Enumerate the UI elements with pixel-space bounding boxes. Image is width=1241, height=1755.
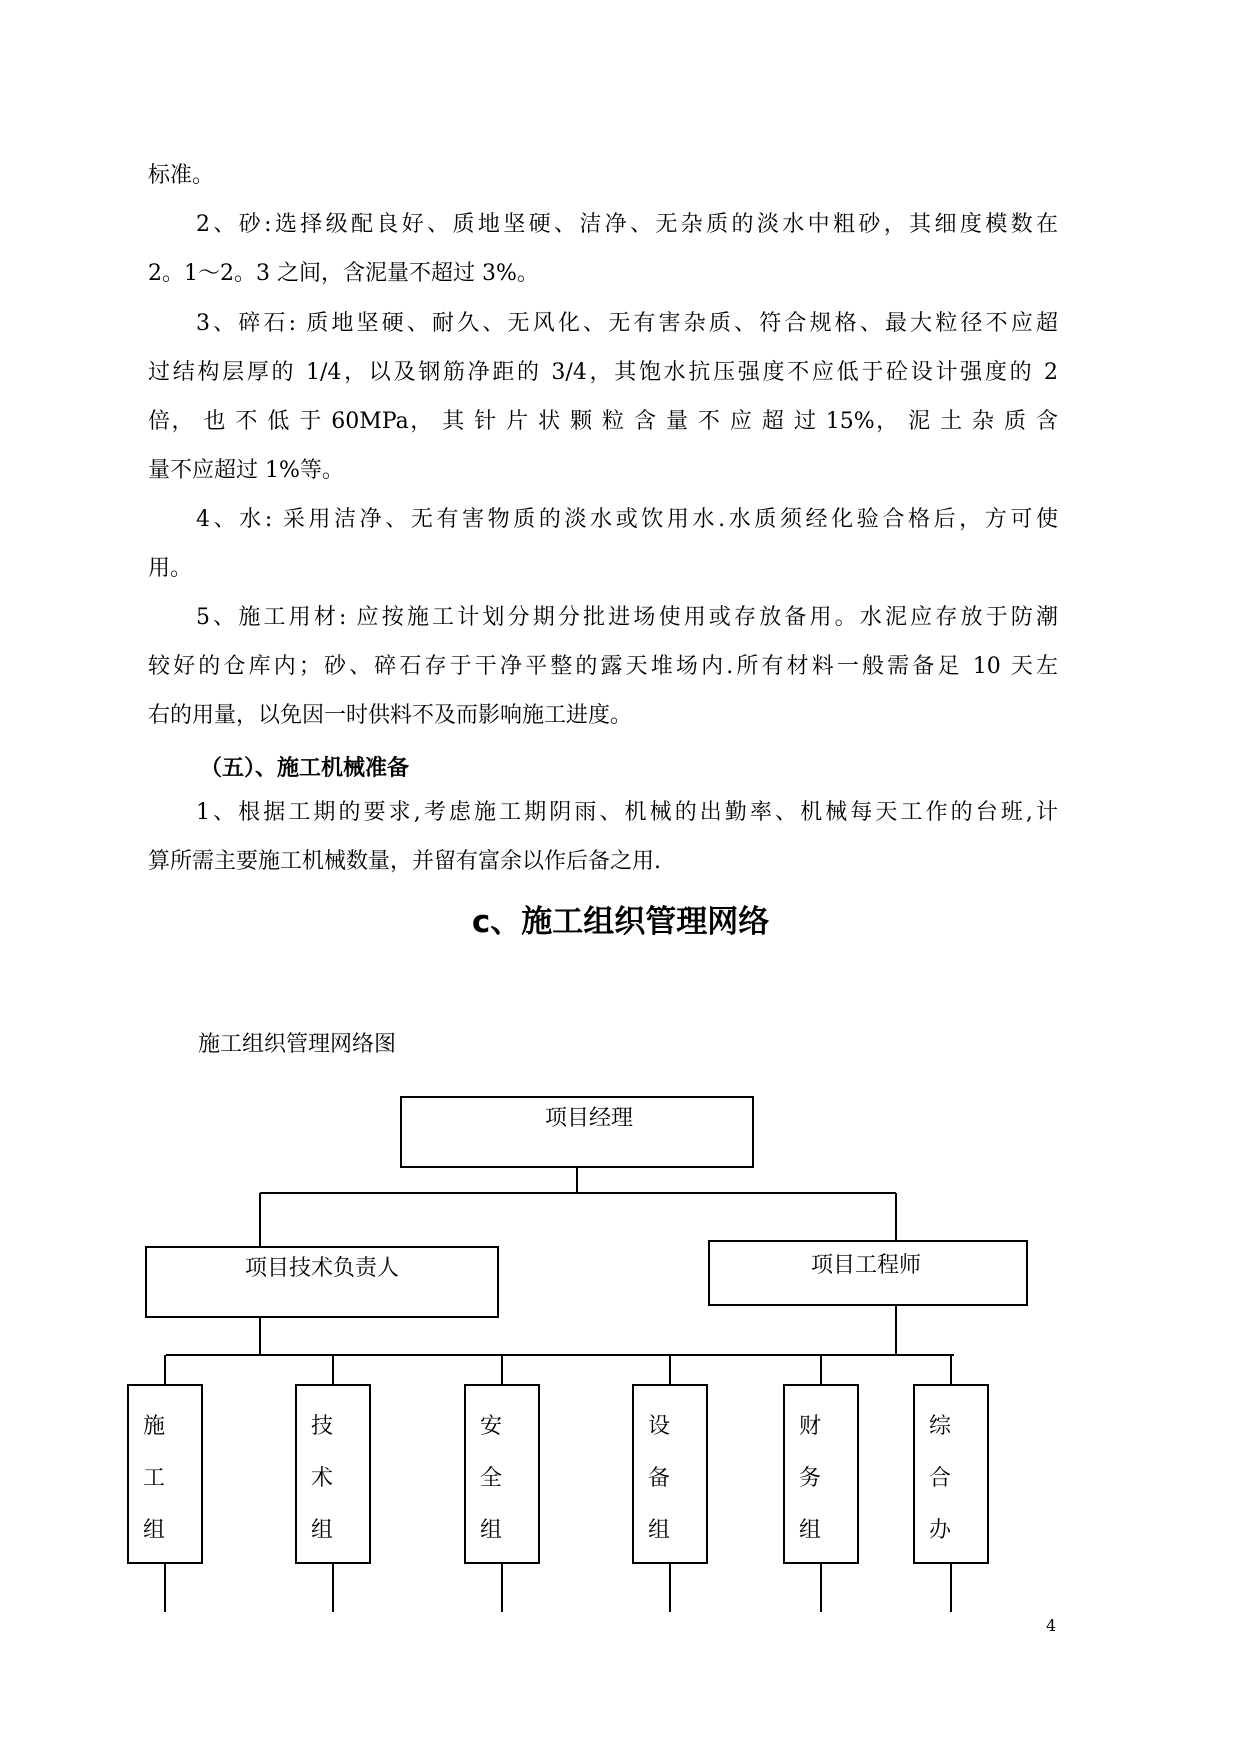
org-label-project-engineer: 项目工程师 [810, 1253, 922, 1278]
org-group-label-char: 办 [928, 1518, 952, 1543]
paragraph-line: 2。1～2。3 之间，含泥量不超过 3%。 [148, 261, 539, 286]
paragraph-line: 标准。 [148, 163, 215, 188]
org-group-label-char: 财 [798, 1414, 822, 1439]
org-group-label-char: 全 [479, 1466, 503, 1491]
paragraph-line: 较好的仓库内；砂、碎石存于干净平整的露天堆场内.所有材料一般需备足 10 天左 [148, 654, 1058, 679]
section-heading: c、施工组织管理网络 [471, 904, 770, 940]
org-group-label-char: 安 [479, 1414, 503, 1439]
org-label-project-manager: 项目经理 [544, 1106, 634, 1131]
org-group-label-char: 组 [798, 1518, 822, 1543]
paragraph-line: 用。 [148, 556, 193, 581]
org-group-label-char: 施 [142, 1414, 166, 1439]
paragraph-line: 算所需主要施工机械数量，并留有富余以作后备之用. [148, 849, 661, 874]
org-group-label-char: 组 [310, 1518, 334, 1543]
figure-caption: 施工组织管理网络图 [198, 1032, 397, 1057]
paragraph-line: 5、施工用材: 应按施工计划分期分批进场使用或存放备用。水泥应存放于防潮 [196, 605, 1058, 630]
org-group-label-char: 术 [310, 1466, 334, 1491]
org-group-label-char: 组 [479, 1518, 503, 1543]
paragraph-line: 2、砂:选择级配良好、质地坚硬、洁净、无杂质的淡水中粗砂，其细度模数在 [196, 212, 1058, 237]
org-group-label-char: 合 [928, 1466, 952, 1491]
paragraph-line: 右的用量，以免因一时供料不及而影响施工进度。 [148, 703, 633, 728]
subheading: （五）、施工机械准备 [200, 756, 410, 781]
org-group-label-char: 设 [647, 1414, 671, 1439]
org-group-label-char: 技 [310, 1414, 334, 1439]
page-number: 4 [1046, 1616, 1057, 1635]
org-group-label-char: 组 [142, 1518, 166, 1543]
org-group-label-char: 务 [798, 1466, 822, 1491]
org-group-label-char: 综 [928, 1414, 952, 1439]
paragraph-line: 3、碎石: 质地坚硬、耐久、无风化、无有害杂质、符合规格、最大粒径不应超 [196, 311, 1058, 336]
org-group-label-char: 组 [647, 1518, 671, 1543]
paragraph-line: 倍， 也 不 低 于 60MPa， 其 针 片 状 颗 粒 含 量 不 应 超 过 15%， 泥 土 杂 质 含 [148, 409, 1058, 434]
paragraph-line: 1、根据工期的要求,考虑施工期阴雨、机械的出勤率、机械每天工作的台班,计 [196, 800, 1058, 825]
org-group-label-char: 工 [142, 1466, 166, 1491]
paragraph-line: 4、水: 采用洁净、无有害物质的淡水或饮用水.水质须经化验合格后，方可使 [196, 507, 1058, 532]
org-label-tech-lead: 项目技术负责人 [244, 1256, 400, 1281]
org-group-label-char: 备 [647, 1466, 671, 1491]
paragraph-line: 量不应超过 1%等。 [148, 458, 344, 483]
paragraph-line: 过结构层厚的 1/4，以及钢筋净距的 3/4，其饱水抗压强度不应低于砼设计强度的 2 [148, 360, 1058, 385]
